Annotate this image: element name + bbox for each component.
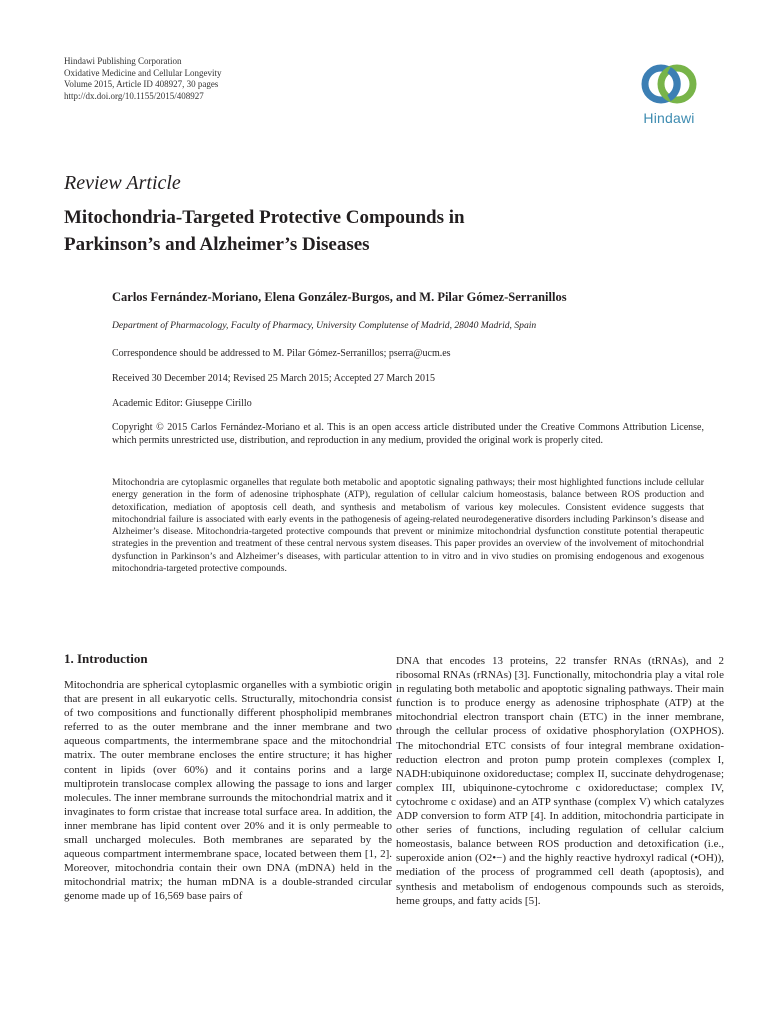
logo-text: Hindawi [643,110,695,126]
section-heading: 1. Introduction [64,651,148,666]
doi-link[interactable]: http://dx.doi.org/10.1155/2015/408927 [64,90,204,101]
author-list: Carlos Fernández-Moriano, Elena González-Burgos, and M. Pilar Gómez-Serranillos [112,290,567,304]
logo-rings-icon [639,60,699,108]
received-dates: Received 30 December 2014; Revised 25 March 2015; Accepted 27 March 2015 [112,373,435,384]
article-title [64,204,684,258]
title-line-1: Mitochondria-Targeted Protective Compounds in [64,207,465,228]
copyright-notice: Copyright © 2015 Carlos Fernández-Moriano et al. This is an open access article distributed under the Creative Commons Attribution License, which permits unrestricted use, distribution, and reproduction in any medium, provided the original work is properly cited. [112,422,704,446]
journal-name: Oxidative Medicine and Cellular Longevity [64,67,222,78]
publisher: Hindawi Publishing Corporation [64,56,182,66]
abstract: Mitochondria are cytoplasmic organelles that regulate both metabolic and apoptotic signaling pathways; their most highlighted functions include cellular energy generation in the form of adenosine triphosphate (ATP), regulation of cellular calcium homeostasis, balance between ROS production and detoxification, mediation of apoptosis cell death, and synthesis and metabolism of various key molecules. Consistent evidence suggests that mitochondrial failure is associated with early events in the pathogenesis of ageing-related neurodegenerative disorders including Parkinson’s disease and Alzheimer’s disease. Mitochondria-targeted protective compounds that prevent or minimize mitochondrial dysfunction constitute potential therapeutic strategies in the prevention and treatment of these central nervous system diseases. This paper provides an overview of the involvement of mitochondrial dysfunction in Parkinson’s and Alzheimer’s diseases, with particular attention to in vitro and in vivo studies on promising endogenous and exogenous mitochondria-targeted protective compounds. [112,477,704,575]
hindawi-logo [632,60,706,138]
academic-editor: Academic Editor: Giuseppe Cirillo [112,398,252,409]
body-column-right: DNA that encodes 13 proteins, 22 transfer RNAs (tRNAs), and 2 ribosomal RNAs (rRNAs) [3]. Functionally, mitochondria play a vital role in regulating both metabolic and apoptotic signaling pathways. Their main function is to produce energy as adenosine triphosphate (ATP) at the mitochondrial electron transport chain (ETC) in the inner membrane, through the cellular process of oxidative phosphorylation (OXPHOS). The mitochondrial ETC consists of four integral membrane oxidation-reduction electron and proton pump protein complexes (complex I, NADH:ubiquinone oxidoreductase; complex II, succinate dehydrogenase; complex III, ubiquinone-cytochrome c oxidoreductase; complex IV, cytochrome c oxidase) and an ATP synthase (complex V) which catalyzes ADP conversion to form ATP [4]. In addition, mitochondria participate in other series of functions, including regulation of cellular calcium homeostasis, balance between ROS production and detoxification (i.e., superoxide anion (O2•−) and the highly reactive hydroxyl radical (•OH)), mediation of the process of programmed cell death (apoptosis), and synthesis and metabolism of endogenous compounds such as steroids, heme groups, and fatty acids [5]. [396,655,724,907]
affiliation: Department of Pharmacology, Faculty of Pharmacy, University Complutense of Madrid, 28040 Madrid, Spain [112,320,537,331]
body-column-left: Mitochondria are spherical cytoplasmic organelles with a symbiotic origin that are present in all eukaryotic cells. Structurally, mitochondria consist of two compositions and functionally different phospholipid membranes referred to as the outer membrane and the inner membrane and two aqueous compartments, the intermembrane space and the mitochondrial matrix. The outer membrane encloses the entire structure; it has higher content in lipids (over 60%) and it contains porins and a large multiprotein translocase complex allowing the passage to ions and larger molecules. The inner membrane surrounds the mitochondrial matrix and it invaginates to form cristae that increase total surface area. In addition, the inner membrane has lipid content over 20% and it is only permeable to small uncharged molecules. Both membranes are separated by the aqueous compartment intermembrane space, located between them [1, 2]. Moreover, mitochondria contain their own DNA (mDNA) held in the mitochondrial matrix; the human mDNA is a double-stranded circular genome made up of 16,569 base pairs of [64,679,392,903]
article-type: Review Article [64,172,181,194]
journal-header [64,56,221,102]
volume-info: Volume 2015, Article ID 408927, 30 pages [64,79,219,89]
title-line-2: Parkinson’s and Alzheimer’s Diseases [64,234,370,255]
correspondence: Correspondence should be addressed to M. Pilar Gómez-Serranillos; pserra@ucm.es [112,348,451,359]
